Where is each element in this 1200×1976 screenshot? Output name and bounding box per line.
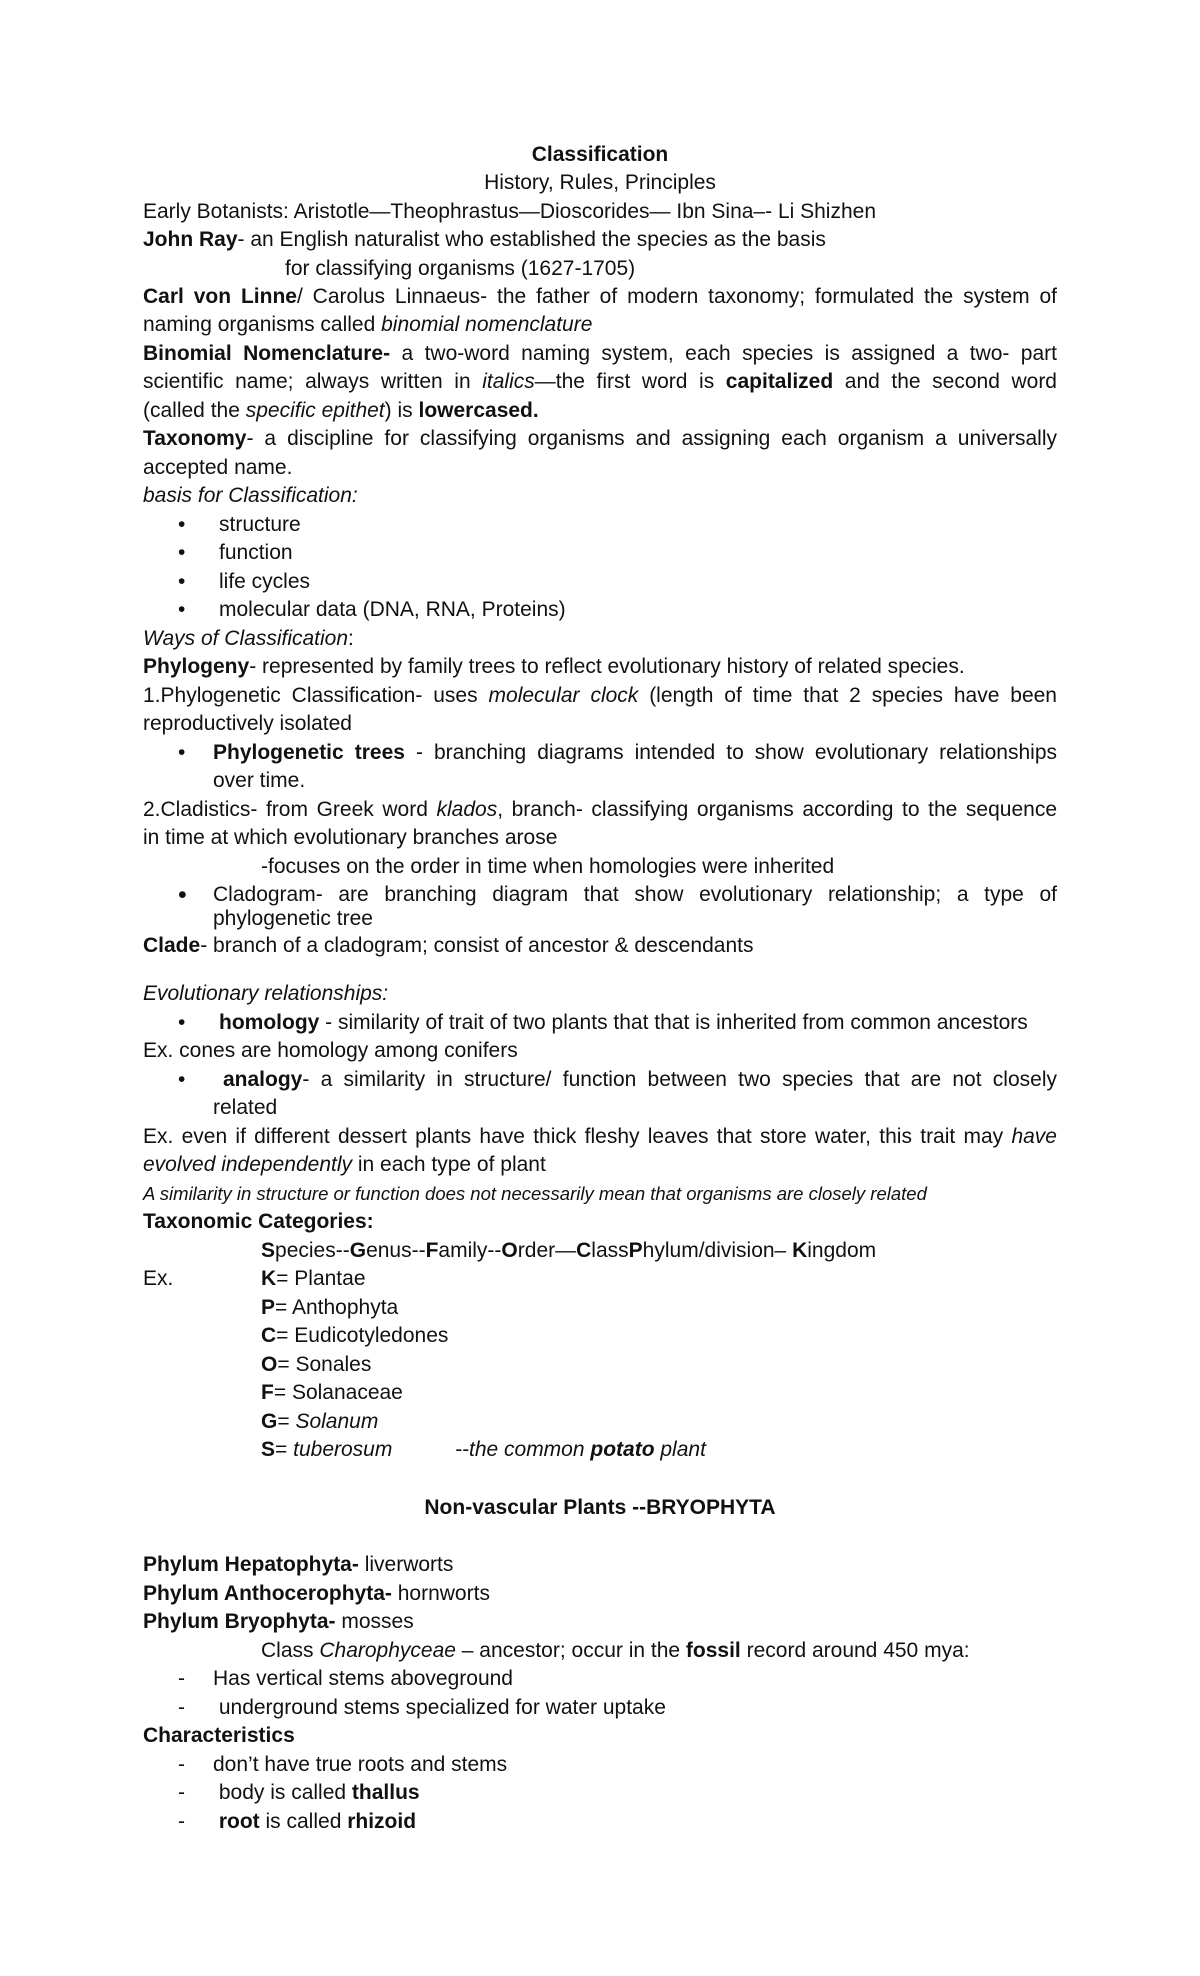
- binomial-line1: Binomial Nomenclature- a two-word naming system, each species is assigned a two- part: [143, 342, 1057, 365]
- bullet-icon: •: [178, 513, 186, 536]
- analogy-line2: related: [213, 1096, 278, 1119]
- list-item: molecular data (DNA, RNA, Proteins): [219, 598, 566, 621]
- bullet-icon: •: [178, 741, 186, 764]
- ways-heading: Ways of Classification:: [143, 627, 354, 650]
- phylo-trees-line2: over time.: [213, 769, 306, 792]
- analogy-example-line2: evolved independently in each type of plant: [143, 1153, 546, 1176]
- basis-heading: basis for Classification:: [143, 484, 358, 507]
- list-item: root is called rhizoid: [218, 1810, 417, 1833]
- ex-label: Ex.: [143, 1267, 174, 1290]
- cladistics-line1: 2.Cladistics- from Greek word klados, branch- classifying organisms according to the sequence: [143, 798, 1058, 821]
- analogy-line1: analogy- a similarity in structure/ function between two species that are not closely: [223, 1068, 1057, 1091]
- rank-item: K= Plantae: [261, 1267, 366, 1290]
- homology-line: homology - similarity of trait of two plants that that is inherited from common ancestors: [219, 1011, 1028, 1034]
- tax-sequence: Species--Genus--Family--Order—ClassPhylum/division– Kingdom: [261, 1239, 877, 1262]
- similarity-note: A similarity in structure or function does not necessarily mean that organisms are closely related: [143, 1183, 927, 1204]
- bullet-icon: •: [178, 570, 186, 593]
- nonvascular-heading: Non-vascular Plants --BRYOPHYTA: [424, 1496, 776, 1519]
- bullet-icon: •: [178, 1011, 186, 1034]
- list-item: body is called thallus: [213, 1781, 420, 1804]
- rank-item: F= Solanaceae: [261, 1381, 403, 1404]
- homology-example: Ex. cones are homology among conifers: [143, 1039, 518, 1062]
- rank-item: P= Anthophyta: [261, 1296, 399, 1319]
- clade-line: Clade- branch of a cladogram; consist of ancestor & descendants: [143, 934, 754, 957]
- potato-note: --the common potato plant: [455, 1438, 706, 1461]
- phylo-class-line1: 1.Phylogenetic Classification- uses molecular clock (length of time that 2 species have been: [143, 684, 1057, 707]
- list-item: function: [219, 541, 293, 564]
- phylum-item: Phylum Anthocerophyta- hornworts: [143, 1582, 490, 1605]
- early-botanists: Early Botanists: Aristotle—Theophrastus—Dioscorides— Ibn Sina–- Li Shizhen: [143, 200, 877, 223]
- phylo-trees-line1: Phylogenetic trees - branching diagrams intended to show evolutionary relationships: [213, 741, 1057, 764]
- rank-item: S= tuberosum: [261, 1438, 393, 1461]
- bullet-icon: •: [178, 598, 186, 621]
- taxonomy-line1: Taxonomy- a discipline for classifying organisms and assigning each organism a universally: [143, 427, 1057, 450]
- john-ray-line2: for classifying organisms (1627-1705): [285, 257, 636, 280]
- charophyceae-line: Class Charophyceae – ancestor; occur in the fossil record around 450 mya:: [261, 1639, 970, 1662]
- phylum-item: Phylum Hepatophyta- liverworts: [143, 1553, 454, 1576]
- phylogeny-line: Phylogeny- represented by family trees to reflect evolutionary history of related species.: [143, 655, 965, 678]
- taxonomy-line2: accepted name.: [143, 456, 293, 479]
- list-item: Has vertical stems aboveground: [213, 1667, 513, 1690]
- page-subtitle: History, Rules, Principles: [484, 171, 716, 194]
- page-title: Classification: [531, 143, 669, 166]
- evo-heading: Evolutionary relationships:: [143, 982, 389, 1005]
- analogy-example-line1: Ex. even if different dessert plants have thick fleshy leaves that store water, this trait may have: [143, 1125, 1057, 1148]
- tax-heading: Taxonomic Categories:: [143, 1210, 374, 1233]
- dash-icon: -: [178, 1667, 185, 1690]
- cladogram-line2: phylogenetic tree: [213, 907, 373, 930]
- rank-item: C= Eudicotyledones: [261, 1324, 449, 1347]
- dash-icon: -: [178, 1781, 185, 1804]
- rank-item: O= Sonales: [261, 1353, 372, 1376]
- list-item: underground stems specialized for water uptake: [213, 1696, 666, 1719]
- bullet-icon: •: [178, 541, 186, 564]
- linne-line2: naming organisms called binomial nomenclature: [143, 313, 593, 336]
- binomial-line2: scientific name; always written in italics—the first word is capitalized and the second word: [143, 370, 1057, 393]
- linne-line1: Carl von Linne/ Carolus Linnaeus- the father of modern taxonomy; formulated the system of: [143, 285, 1057, 308]
- list-item: life cycles: [219, 570, 311, 593]
- dash-icon: -: [178, 1696, 185, 1719]
- characteristics-heading: Characteristics: [143, 1724, 295, 1747]
- cladistics-line2: in time at which evolutionary branches arose: [143, 826, 558, 849]
- phylo-class-line2: reproductively isolated: [143, 712, 352, 735]
- cladistics-line3: -focuses on the order in time when homologies were inherited: [261, 855, 835, 878]
- list-item: don’t have true roots and stems: [213, 1753, 508, 1776]
- cladogram-line1: Cladogram- are branching diagram that show evolutionary relationship; a type of: [213, 883, 1057, 906]
- rank-item: G= Solanum: [261, 1410, 379, 1433]
- john-ray-line1: John Ray- an English naturalist who established the species as the basis: [143, 228, 826, 251]
- bullet-icon: •: [178, 1068, 186, 1091]
- bullet-icon: •: [178, 881, 187, 909]
- binomial-line3: (called the specific epithet) is lowercased.: [143, 399, 539, 422]
- dash-icon: -: [178, 1810, 185, 1833]
- phylum-item: Phylum Bryophyta- mosses: [143, 1610, 414, 1633]
- list-item: structure: [219, 513, 301, 536]
- dash-icon: -: [178, 1753, 185, 1776]
